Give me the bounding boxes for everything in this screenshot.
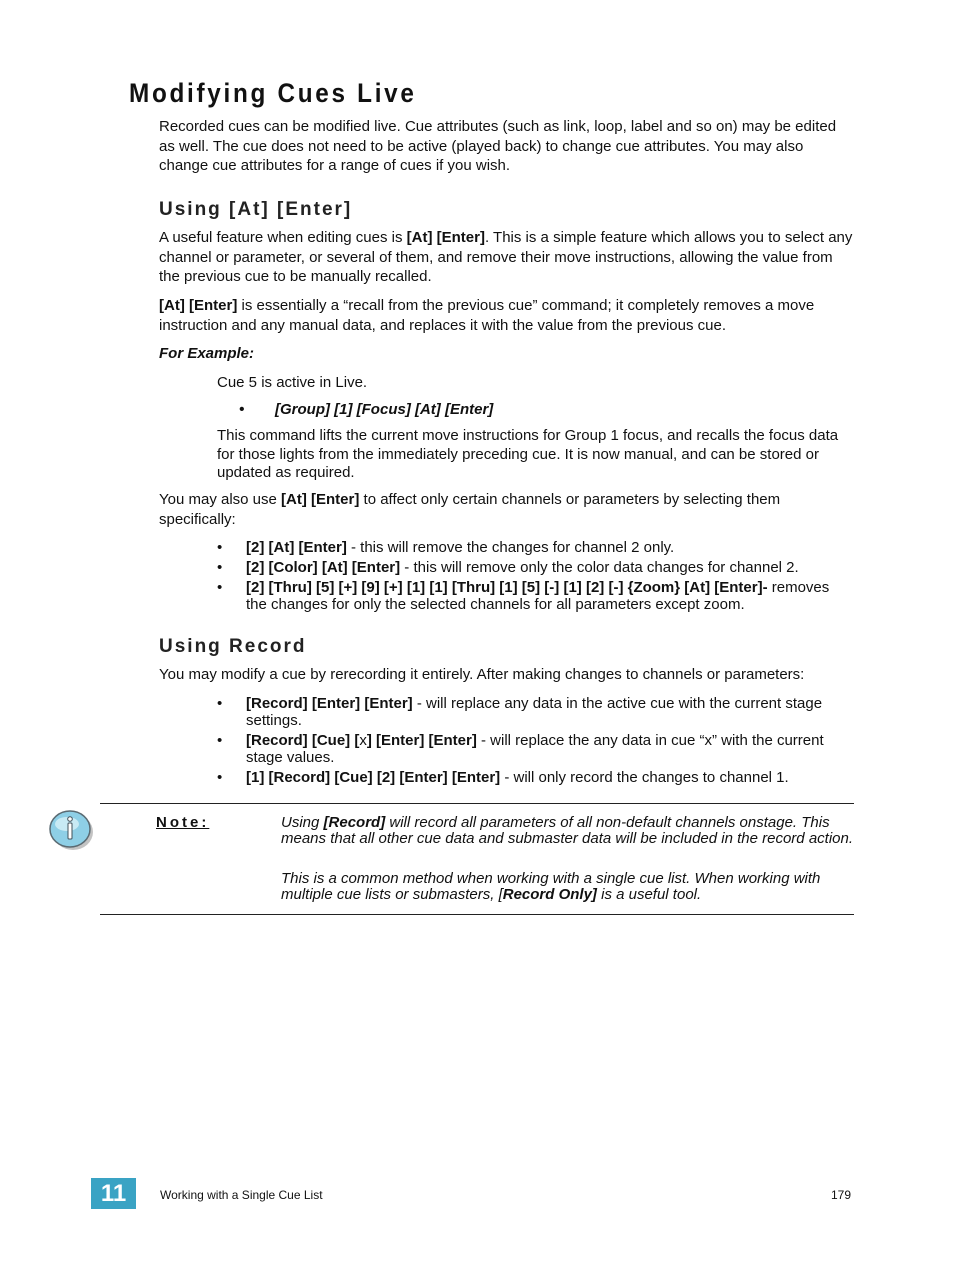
note-label: Note: — [156, 814, 210, 831]
chapter-number-badge: 11 — [91, 1178, 136, 1209]
section-heading-at-enter: Using [At] [Enter] — [159, 199, 353, 220]
at-enter-paragraph-1: A useful feature when editing cues is [At] [Enter]. This is a simple feature which allows you to select any channel or parameter, or several of them, and remove their move instructions, allowing the value from the previous cue to be manually recalled. — [159, 229, 853, 285]
list-item: • [Record] [Enter] [Enter] - will replace any data in the active cue with the current stage settings. — [217, 695, 823, 729]
example-label: For Example: — [159, 345, 255, 362]
example-line: Cue 5 is active in Live. — [217, 374, 368, 391]
example-description: This command lifts the current move instructions for Group 1 focus, and recalls the focus data for those lights from the immediately preceding cue. It is now manual, and can be stored or updated as required. — [217, 427, 839, 481]
at-enter-bullet-list — [217, 539, 854, 613]
note-top-rule — [100, 803, 854, 804]
page-title: Modifying Cues Live — [129, 78, 417, 108]
note-bottom-rule — [100, 914, 854, 915]
record-paragraph: You may modify a cue by rerecording it entirely. After making changes to channels or parameters: — [159, 666, 805, 683]
at-enter-paragraph-2: [At] [Enter] is essentially a “recall from the previous cue” command; it completely removes a move instruction and any manual data, and replaces it with the value from the previous cue. — [159, 297, 815, 334]
at-enter-paragraph-3: You may also use [At] [Enter] to affect only certain channels or parameters by selecting them specifically: — [159, 491, 781, 528]
note-text-1: Using [Record] will record all parameters of all non-default channels onstage. This means that all other cue data and submaster data will be included in the record action. — [281, 814, 854, 847]
info-icon — [49, 808, 95, 854]
record-bullet-list — [217, 695, 854, 786]
footer-page-number: 179 — [831, 1188, 852, 1202]
intro-paragraph: Recorded cues can be modified live. Cue attributes (such as link, loop, label and so on) may be edited as well. The cue does not need to be active (played back) to change cue attributes. You may also change cue attributes for a range of cues if you wish. — [159, 118, 837, 174]
note-text-2: This is a common method when working with a single cue list. When working with multiple cue lists or submasters, [Record Only] is a useful tool. — [281, 870, 821, 903]
list-item: • [2] [Thru] [5] [+] [9] [+] [1] [1] [Thru] [1] [5] [-] [1] [2] [-] {Zoom} [At] [Enter]- removes the changes for only the selected channels for all parameters except zoom. — [217, 579, 830, 613]
footer-chapter-title: Working with a Single Cue List — [160, 1188, 323, 1202]
list-item: • [Record] [Cue] [x] [Enter] [Enter] - will replace the any data in cue “x” with the current stage values. — [217, 732, 824, 766]
section-heading-record: Using Record — [159, 636, 307, 657]
list-item: • [2] [At] [Enter] - this will remove the changes for channel 2 only. — [217, 539, 675, 556]
list-item: • [2] [Color] [At] [Enter] - this will remove only the color data changes for channel 2. — [217, 559, 799, 576]
list-item: • [1] [Record] [Cue] [2] [Enter] [Enter] - will only record the changes to channel 1. — [217, 769, 789, 786]
